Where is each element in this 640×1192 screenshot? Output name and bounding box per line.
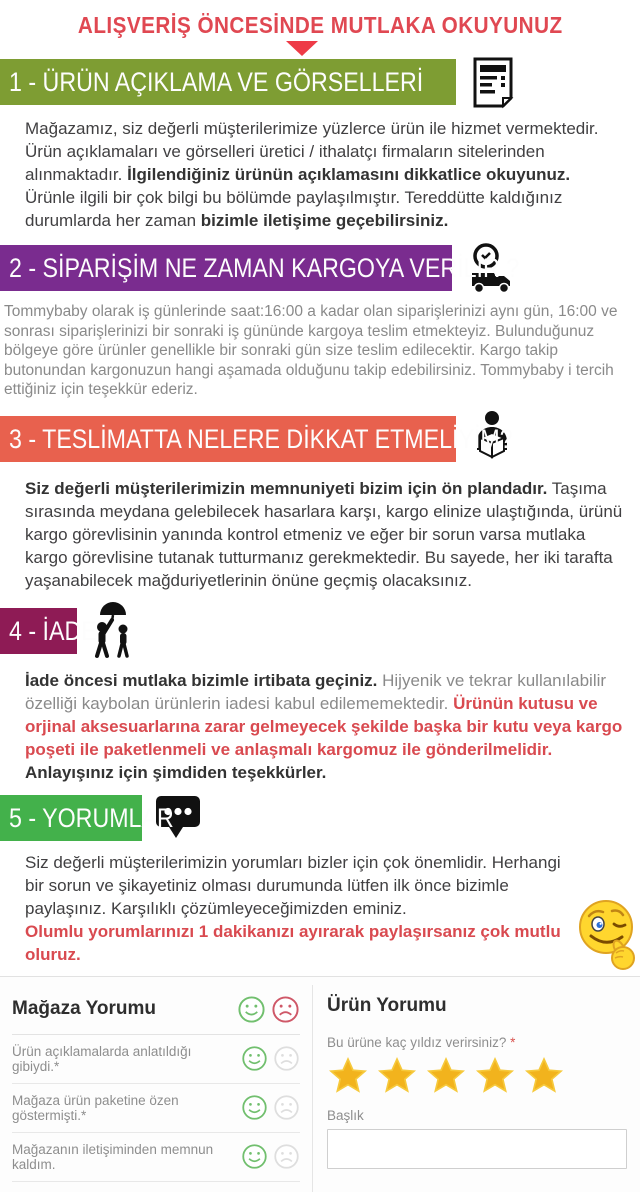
store-review-panel [0, 985, 312, 1192]
frown-icon[interactable] [273, 1045, 300, 1072]
section-5-title-bar: 5 - YORUMLAR [0, 795, 142, 841]
section-1-title-bar: 1 - ÜRÜN AÇIKLAMA VE GÖRSELLERİ [0, 59, 456, 105]
store-review-header-icons [237, 995, 300, 1024]
down-triangle-icon [286, 41, 318, 56]
section-2-header [0, 242, 640, 294]
store-question-row [12, 1035, 300, 1084]
star-icon[interactable] [327, 1056, 369, 1096]
review-title-input[interactable] [327, 1129, 627, 1169]
section-3-paragraph: Siz değerli müşterilerimizin memnuniyeti bizim için ön plandadır. Taşıma sırasında meydana gelebilecek hasarlara karşı, kargo elinize ulaştığında, ürünü kargo görevlisinin yanında kontrol etmeniz ve eğer bir sorun varsa mutlaka kargo görevlisine tutanak tutturmanız gerekmektedir. Bu sayede, her iki tarafta yaşanabilecek mağduriyetlerinin önüne geçmiş olacaksınız. [25, 478, 623, 590]
section-2-title-bar: 2 - SİPARİŞİM NE ZAMAN KARGOYA VERİLİR ? [0, 245, 452, 291]
review-forms [0, 976, 640, 1192]
required-asterisk: * [510, 1034, 516, 1050]
frown-icon[interactable] [273, 1143, 300, 1170]
star-icon[interactable] [425, 1056, 467, 1096]
section-1-paragraph: Mağazamız, siz değerli müşterilerimize yüzlerce ürün ile hizmet vermektedir. Ürün açıklamaları ve görselleri üretici / ithalatçı firmaların sitelerinden alınmaktadır. İlgilendiğiniz ürünün açıklamasını dikkatlice okuyunuz. Ürünle ilgili bir çok bilgi bu bölümde paylaşılmıştır. Tereddütte kaldığınız durumlarda her zaman bizimle iletişime geçebilirsiniz. [25, 119, 599, 230]
document-checklist-icon [468, 56, 518, 108]
store-question-row [12, 1133, 300, 1182]
smiley-icon[interactable] [241, 1143, 268, 1170]
product-review-panel [312, 985, 640, 1192]
store-question-label: Ürün açıklamalarda anlatıldığı gibiydi.* [12, 1043, 192, 1074]
winking-ok-emoji [576, 898, 638, 978]
section-3-title-bar: 3 - TESLİMATTA NELERE DİKKAT ETMELİYİM? [0, 416, 456, 462]
store-question-label: Mağazanın iletişiminden memnun kaldım. [12, 1141, 214, 1172]
rating-question: Bu ürüne kaç yıldız verirsiniz? * [327, 1034, 516, 1050]
smiley-icon[interactable] [241, 1045, 268, 1072]
section-1-header [0, 56, 640, 108]
section-5-paragraph: Siz değerli müşterilerimizin yorumları bizler için çok önemlidir. Herhangi bir sorun ve şikayetiniz olması durumunda lütfen ilk önce bizimle paylaşınız. Karşılıklı çözümleyeceğimizden eminiz. Olumlu yorumlarınızı 1 dakikanızı ayırarak paylaşırsanız çok mutlu oluruz. [25, 851, 576, 966]
page-title: ALIŞVERİŞ ÖNCESİNDE MUTLAKA OKUYUNUZ [77, 12, 563, 38]
store-question-label: Mağaza ürün paketine özen göstermişti.* [12, 1092, 179, 1123]
store-review-title: Mağaza Yorumu [12, 998, 156, 1019]
store-question-row [12, 1084, 300, 1133]
star-icon[interactable] [376, 1056, 418, 1096]
star-icon[interactable] [474, 1056, 516, 1096]
frown-icon[interactable] [271, 995, 300, 1024]
smiley-icon[interactable] [241, 1094, 268, 1121]
section-4-header [0, 602, 640, 660]
section-4-paragraph: İade öncesi mutlaka bizimle irtibata geçiniz. Hijyenik ve tekrar kullanılabilir özelliği kaybolan ürünlerin iadesi kabul edilememektedir. Ürünün kutusu ve orjinal aksesuarlarına zarar gelmeyecek şekilde başka bir kutu veya kargo poşeti ile paketlenmeli ve anlaşmalı kargomuz ile gönderilmelidir. Anlayışınız için şimdiden teşekkürler. [25, 670, 623, 782]
smiley-icon[interactable] [237, 995, 266, 1024]
section-5-header [0, 794, 640, 842]
section-4-title-bar: 4 - İADE [0, 608, 77, 654]
star-rating[interactable] [327, 1056, 628, 1096]
star-icon[interactable] [523, 1056, 565, 1096]
section-3-header [0, 410, 640, 468]
store-review-header [12, 991, 300, 1035]
section-2-paragraph: Tommybaby olarak iş günlerinde saat:16:00 a kadar olan siparişlerinizi aynı gün, 16:00 ve sonrası siparişlerinizi bir sonraki iş gününde kargoya teslim etmekteyiz. Bulunduğunuz bölgeye göre ürünler genellikle bir sonraki gün size teslim edilecektir. Kargo takip butonundan kargonuzun hangi aşamada olduğunu takip edebilirsiniz. Tommybaby i tercih ettiğiniz için teşekkür ederiz. [4, 303, 618, 398]
product-review-title: Ürün Yorumu [327, 994, 447, 1016]
frown-icon[interactable] [273, 1094, 300, 1121]
title-field-label: Başlık [327, 1107, 364, 1123]
